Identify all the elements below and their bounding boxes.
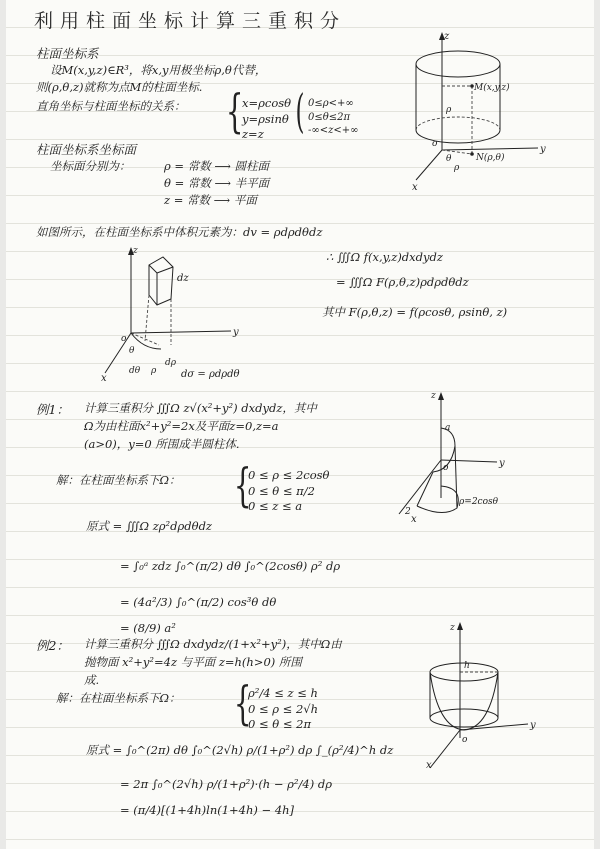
fig2-dsigma-label: dσ = ρdρdθ <box>181 369 240 380</box>
surface-row-rho <box>164 160 269 174</box>
fig3-a-label: a <box>445 423 451 433</box>
range-z: -∞<z<+∞ <box>308 125 359 136</box>
example-2-conditions <box>248 686 318 733</box>
fig4-h-label: h <box>464 661 470 671</box>
fig4-origin-label: o <box>462 735 468 745</box>
surface-rho-name: 圆柱面 <box>234 159 270 173</box>
coordinate-ranges <box>308 97 358 138</box>
eq-y: y=ρsinθ <box>242 111 289 126</box>
half-cylinder-figure <box>391 390 531 530</box>
surface-row-z <box>164 194 257 208</box>
integral-transform-1: ∴ ∭Ω f(x,y,z)dxdydz <box>326 250 443 264</box>
fig1-point-m-label: M(x,y,z) <box>474 83 510 93</box>
volume-element-line: 如图所示，在柱面坐标系中体积元素为：dv = ρdρdθdz <box>36 225 323 239</box>
surfaces-intro: 坐标面分别为： <box>50 159 131 173</box>
ex2-cond-z: ρ²/4 ≤ z ≤ h <box>248 686 318 700</box>
example-1-line-3: (a>0)，y=0 所围成半圆柱体. <box>84 437 240 451</box>
definition-line-1: 设M(x,y,z)∈R³，将x,y用极坐标ρ,θ代替， <box>50 63 267 77</box>
example-1-step-3: = (4a²/3) ∫₀^(π/2) cos³θ dθ <box>120 595 277 609</box>
fig1-x-label: x <box>412 182 418 193</box>
fig1-z-label: z <box>444 31 450 42</box>
fig2-y-label: y <box>233 327 239 338</box>
fig1-point-n-label: N(ρ,θ) <box>476 153 505 163</box>
example-1-line-1: 计算三重积分 ∭Ω z√(x²+y²) dxdydz，其中 <box>84 401 317 415</box>
fig4-x-label: x <box>426 760 432 771</box>
section-heading-coordinate-surfaces: 柱面坐标系坐标面 <box>36 142 137 157</box>
fig1-rho-top-label: ρ <box>446 105 452 115</box>
fig3-z-label: z <box>431 391 436 401</box>
volume-element-box <box>149 257 173 305</box>
eq-z: z=z <box>242 127 264 142</box>
surface-rho-eq: ρ = 常数 <box>164 159 211 173</box>
ex1-cond-z: 0 ≤ z ≤ a <box>248 499 303 514</box>
integral-transform-2: = ∭Ω F(ρ,θ,z)ρdρdθdz <box>336 275 469 289</box>
fig4-y-label: y <box>530 720 536 731</box>
example-2-line-3: 成. <box>84 673 100 687</box>
volume-element-figure <box>101 245 271 385</box>
x-axis-line <box>399 460 441 514</box>
arrow-icon: ⟶ <box>214 176 235 190</box>
fig1-origin-label: o <box>432 139 438 149</box>
cylinder-top-ellipse <box>416 51 500 77</box>
example-1-step-4: = (8/9) a² <box>120 621 176 635</box>
cylinder-bottom-back <box>416 117 500 130</box>
example-1-brace: { <box>233 458 252 512</box>
fig4-z-label: z <box>450 623 455 633</box>
fig3-curve-label: ρ=2cosθ <box>459 497 499 507</box>
surface-z-name: 平面 <box>233 193 257 207</box>
range-theta: 0≤θ≤2π <box>308 111 351 123</box>
fig1-rho-bottom-label: ρ <box>454 163 460 173</box>
x-axis-line <box>105 333 131 373</box>
fig3-y-label: y <box>499 458 505 469</box>
ex2-cond-theta: 0 ≤ θ ≤ 2π <box>248 717 312 732</box>
fig2-theta-label: θ <box>129 346 135 356</box>
cylinder-bottom-front <box>416 130 500 143</box>
example-1-label: 例1： <box>36 402 69 417</box>
bottom-half-circle <box>417 486 458 513</box>
definition-line-2: 则(ρ,θ,z)就称为点M的柱面坐标. <box>36 80 203 94</box>
page-title: 利用柱面坐标计算三重积分 <box>34 10 347 32</box>
fig2-drho-label: dρ <box>165 358 177 368</box>
surface-theta-eq: θ = 常数 <box>164 176 211 190</box>
paraboloid-figure <box>416 620 556 770</box>
eq-x: x=ρcosθ <box>242 96 292 110</box>
arrow-icon: ⟶ <box>213 193 234 207</box>
base-ellipse <box>430 709 498 727</box>
example-2-solution-label: 解：在柱面坐标系下Ω： <box>56 691 181 705</box>
x-axis-line <box>416 150 442 180</box>
surface-row-theta <box>164 177 269 191</box>
example-2-label: 例2： <box>36 638 69 653</box>
cylinder-coordinate-figure <box>406 30 566 200</box>
example-2-brace: { <box>233 676 252 730</box>
example-1-solution-label: 解：在柱面坐标系下Ω： <box>56 473 181 487</box>
example-2-line-1: 计算三重积分 ∭Ω dxdydz/(1+x²+y²)，其中Ω由 <box>84 637 342 651</box>
fig1-y-label: y <box>540 144 546 155</box>
fig2-x-label: x <box>101 373 107 384</box>
fig3-origin-label: o <box>443 463 449 473</box>
fig2-dtheta-label: dθ <box>129 366 141 376</box>
fig2-rho-label: ρ <box>151 366 157 376</box>
example-1-step-1: 原式 = ∭Ω zρ²dρdθdz <box>86 519 212 533</box>
example-1-line-2: Ω为由柱面x²+y²=2x及平面z=0,z=a <box>84 419 279 433</box>
relation-label: 直角坐标与柱面坐标的关系： <box>36 99 186 113</box>
arrow-icon: ⟶ <box>214 159 235 173</box>
note-page <box>6 0 594 849</box>
integral-transform-3: 其中 F(ρ,θ,z) = f(ρcosθ, ρsinθ, z) <box>322 305 508 319</box>
range-rho: 0≤ρ<+∞ <box>308 98 354 109</box>
relation-equations <box>242 96 291 143</box>
relation-brace: { <box>225 84 244 138</box>
fig2-dz-label: dz <box>177 273 189 284</box>
example-2-step-2: = 2π ∫₀^(2√h) ρ/(1+ρ²)·(h − ρ²/4) dρ <box>120 777 332 791</box>
ex1-cond-rho: 0 ≤ ρ ≤ 2cosθ <box>248 468 330 482</box>
fig2-origin-label: o <box>121 334 127 344</box>
point-n <box>470 152 474 156</box>
fig2-z-label: z <box>133 246 138 256</box>
fig1-theta-label: θ <box>446 154 452 164</box>
ranges-paren: ( <box>295 84 305 138</box>
ex1-cond-theta: 0 ≤ θ ≤ π/2 <box>248 483 315 498</box>
example-2-line-2: 抛物面 x²+y²=4z 与平面 z=h(h>0) 所围 <box>84 655 302 669</box>
example-1-step-2: = ∫₀ᵃ zdz ∫₀^(π/2) dθ ∫₀^(2cosθ) ρ² dρ <box>120 559 341 573</box>
example-1-conditions <box>248 468 329 515</box>
ex2-cond-rho: 0 ≤ ρ ≤ 2√h <box>248 701 319 716</box>
surface-z-eq: z = 常数 <box>164 193 211 207</box>
surface-theta-name: 半平面 <box>234 176 270 190</box>
fig3-x-label: x <box>411 514 417 525</box>
fig3-two-label: 2 <box>405 507 411 517</box>
example-2-step-1: 原式 = ∫₀^(2π) dθ ∫₀^(2√h) ρ/(1+ρ²) dρ ∫_(ρ²/4)^h dz <box>86 743 394 757</box>
section-heading-cylindrical: 柱面坐标系 <box>36 46 99 61</box>
y-axis-line <box>442 148 538 150</box>
x-axis-line <box>430 730 460 768</box>
example-2-step-3: = (π/4)[(1+4h)ln(1+4h) − 4h] <box>120 803 295 817</box>
